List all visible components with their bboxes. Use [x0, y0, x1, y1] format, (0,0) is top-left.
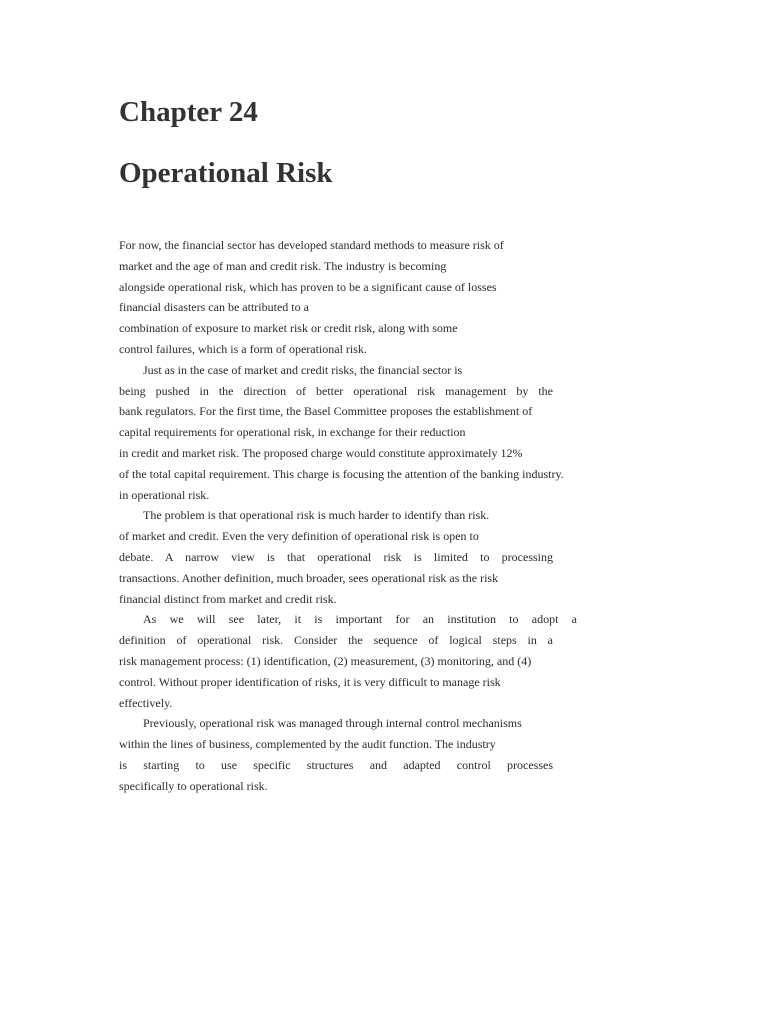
text-line: Previously, operational risk was managed through internal control mechanisms: [143, 716, 522, 731]
text-line: in credit and market risk. The proposed charge would constitute approximately 12%: [119, 445, 523, 460]
text-line: capital requirements for operational risk, in exchange for their reduction: [119, 425, 466, 440]
text-line: alongside operational risk, which has proven to be a significant cause of losses: [119, 279, 497, 294]
text-line: specifically to operational risk.: [119, 778, 268, 793]
text-line: control failures, which is a form of operational risk.: [119, 341, 367, 356]
text-line: effectively.: [119, 695, 173, 710]
text-line: bank regulators. For the first time, the Basel Committee proposes the establishment of: [119, 404, 533, 419]
text-line: financial disasters can be attributed to a: [119, 300, 309, 315]
text-line: The problem is that operational risk is much harder to identify than risk.: [143, 508, 490, 523]
text-line: For now, the financial sector has developed standard methods to measure risk of: [119, 238, 504, 252]
body-text: [119, 235, 589, 797]
text-line: of market and credit. Even the very definition of operational risk is open to: [119, 529, 479, 544]
text-line: risk management process: (1) identification, (2) measurement, (3) monitoring, and (4): [119, 653, 532, 668]
text-line: combination of exposure to market risk or credit risk, along with some: [119, 321, 458, 336]
text-line: market and the age of man and credit risk. The industry is becoming: [119, 258, 447, 273]
text-line: is starting to use specific structures and adapted control processes: [119, 757, 553, 772]
text-line: control. Without proper identification of risks, it is very difficult to manage risk: [119, 674, 501, 689]
text-line: financial distinct from market and credit risk.: [119, 591, 337, 606]
text-line: debate. A narrow view is that operational risk is limited to processing: [119, 549, 553, 564]
text-line: of the total capital requirement. This charge is focusing the attention of the banking industry.: [119, 466, 564, 481]
text-line: being pushed in the direction of better operational risk management by the: [119, 383, 553, 398]
chapter-number: Chapter 24: [119, 96, 258, 128]
text-line: Just as in the case of market and credit risks, the financial sector is: [143, 362, 463, 377]
text-line: definition of operational risk. Consider the sequence of logical steps in a: [119, 633, 553, 648]
text-line: within the lines of business, complemented by the audit function. The industry: [119, 737, 496, 752]
text-line: transactions. Another definition, much broader, sees operational risk as the risk: [119, 570, 499, 585]
chapter-title: Operational Risk: [119, 157, 333, 189]
text-line: As we will see later, it is important for an institution to adopt a: [143, 612, 577, 627]
text-line: in operational risk.: [119, 487, 210, 502]
